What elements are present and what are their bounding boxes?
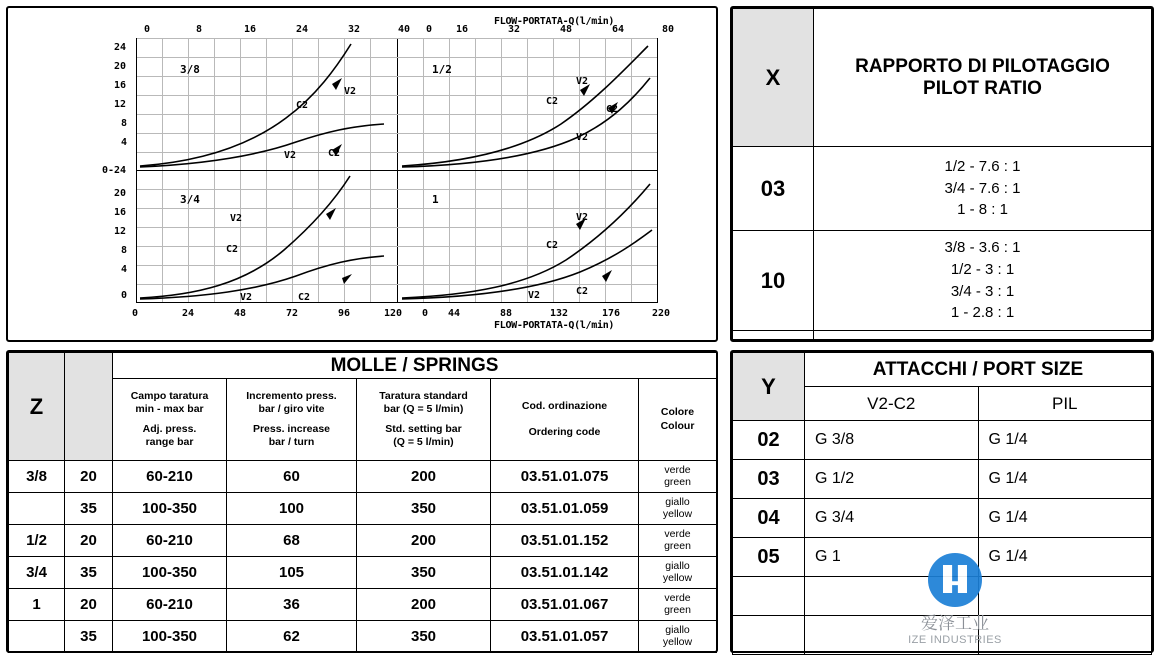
watermark-company-cn: 爱泽工业 xyxy=(921,614,989,634)
springs-col-colour xyxy=(639,379,717,461)
table-row xyxy=(9,461,717,493)
curve-label-c2-b: C2 xyxy=(328,148,341,159)
springs-increase: 105 xyxy=(227,557,357,589)
pilot-value: 1 - 2.8 : 1 xyxy=(950,304,1015,322)
tick-y-u-4: 4 xyxy=(121,137,128,148)
springs-z: 35 xyxy=(65,493,113,525)
table-row xyxy=(9,621,717,653)
pilot-values-10 xyxy=(814,231,1152,331)
col-text: Colore xyxy=(660,406,695,419)
springs-colour xyxy=(639,525,717,557)
chart-quadrant-label-3-4: 3/4 xyxy=(180,193,200,206)
pilot-code-10: 10 xyxy=(733,231,814,331)
springs-code: 03.51.01.152 xyxy=(491,525,639,557)
chart-quadrant-label-3-8: 3/8 xyxy=(180,63,200,76)
ports-v2c2: G 1/2 xyxy=(805,460,979,499)
ports-subheader-pil: PIL xyxy=(978,387,1152,421)
springs-col-increase xyxy=(227,379,357,461)
col-text: Adj. press. xyxy=(142,422,197,435)
pilot-value: 1/2 - 7.6 : 1 xyxy=(944,157,1021,175)
tick-top-r-3: 48 xyxy=(560,24,573,35)
col-text: Taratura standard xyxy=(379,390,468,403)
curve-label-c2-f: C2 xyxy=(298,292,311,303)
pilot-x-header: X xyxy=(733,9,814,147)
curve-label-v2-e: V2 xyxy=(230,213,243,224)
colour-it: verde xyxy=(664,527,691,540)
ports-y-header: Y xyxy=(733,353,805,421)
springs-colour xyxy=(639,589,717,621)
curve-label-c2-h: C2 xyxy=(576,286,589,297)
springs-standard: 350 xyxy=(357,493,491,525)
pilot-code-empty xyxy=(733,331,814,340)
springs-code: 03.51.01.059 xyxy=(491,493,639,525)
tick-top-l-4: 32 xyxy=(348,24,361,35)
springs-z: 35 xyxy=(65,557,113,589)
springs-z-header: Z xyxy=(9,353,65,461)
pilot-value: 3/8 - 3.6 : 1 xyxy=(944,239,1021,257)
col-text: Campo taratura xyxy=(130,390,209,403)
table-row xyxy=(733,577,1152,616)
curve-label-c2-d: C2 xyxy=(606,104,619,115)
springs-standard: 200 xyxy=(357,525,491,557)
curve-label-v2-c: V2 xyxy=(576,76,589,87)
tick-top-r-1: 16 xyxy=(456,24,469,35)
tick-top-r-4: 64 xyxy=(612,24,625,35)
springs-range: 100-350 xyxy=(113,621,227,653)
curve-label-v2: V2 xyxy=(344,86,357,97)
ports-v2c2 xyxy=(805,577,979,616)
springs-increase: 100 xyxy=(227,493,357,525)
tick-y-l-0: 0 xyxy=(121,290,128,301)
tick-bot-l-2: 48 xyxy=(234,308,247,319)
springs-increase: 68 xyxy=(227,525,357,557)
springs-col-standard xyxy=(357,379,491,461)
tick-bot-r-4: 176 xyxy=(602,308,621,319)
pilot-values-empty xyxy=(814,331,1152,340)
springs-z: 20 xyxy=(65,525,113,557)
colour-en: yellow xyxy=(662,507,693,520)
colour-it: verde xyxy=(664,463,691,476)
table-row xyxy=(733,616,1152,655)
pilot-values-03 xyxy=(814,147,1152,231)
tick-y-u-16: 16 xyxy=(114,80,127,91)
ports-v2c2: G 1 xyxy=(805,538,979,577)
springs-col-code xyxy=(491,379,639,461)
table-row xyxy=(733,460,1152,499)
col-text: min - max bar xyxy=(135,403,204,416)
chart-inner xyxy=(8,8,716,340)
ports-v2c2: G 3/4 xyxy=(805,499,979,538)
springs-size: 1 xyxy=(9,589,65,621)
springs-z-subheader xyxy=(65,353,113,461)
tick-bot-l-0: 0 xyxy=(132,308,139,319)
curve-label-v2-h: V2 xyxy=(528,290,541,301)
pilot-title xyxy=(814,9,1152,147)
tick-bot-l-3: 72 xyxy=(286,308,299,319)
colour-en: yellow xyxy=(662,635,693,648)
curve-label-c2-e: C2 xyxy=(226,244,239,255)
springs-increase: 36 xyxy=(227,589,357,621)
tick-top-r-2: 32 xyxy=(508,24,521,35)
tick-y-u-12: 12 xyxy=(114,99,127,110)
ports-code: 05 xyxy=(733,538,805,577)
ports-pil: G 1/4 xyxy=(978,499,1152,538)
springs-colour xyxy=(639,557,717,589)
col-text: range bar xyxy=(145,435,194,448)
curve-label-c2: C2 xyxy=(296,100,309,111)
chart-x-axis-title-top: FLOW-PORTATA-Q(l/min) xyxy=(494,16,615,27)
colour-en: yellow xyxy=(662,571,693,584)
tick-y-u-8: 8 xyxy=(121,118,128,129)
colour-it: verde xyxy=(664,591,691,604)
springs-size xyxy=(9,621,65,653)
ports-code xyxy=(733,577,805,616)
springs-col-range xyxy=(113,379,227,461)
springs-table xyxy=(8,352,717,653)
tick-top-l-0: 0 xyxy=(144,24,151,35)
springs-code: 03.51.01.142 xyxy=(491,557,639,589)
pilot-value: 3/4 - 7.6 : 1 xyxy=(944,179,1021,197)
colour-it: giallo xyxy=(665,495,690,508)
tick-bot-r-3: 132 xyxy=(550,308,569,319)
table-row xyxy=(733,353,1152,387)
springs-size: 3/8 xyxy=(9,461,65,493)
col-text: bar / giro vite xyxy=(258,403,325,416)
springs-code: 03.51.01.075 xyxy=(491,461,639,493)
springs-range: 60-210 xyxy=(113,525,227,557)
springs-code: 03.51.01.057 xyxy=(491,621,639,653)
chart-quadrant-label-1: 1 xyxy=(432,193,439,206)
tick-bot-r-0: 0 xyxy=(422,308,429,319)
springs-range: 60-210 xyxy=(113,589,227,621)
table-row xyxy=(9,589,717,621)
springs-size: 1/2 xyxy=(9,525,65,557)
tick-y-u-24: 24 xyxy=(114,42,127,53)
chart-quadrant-label-1-2: 1/2 xyxy=(432,63,452,76)
tick-bot-r-1: 44 xyxy=(448,308,461,319)
pilot-value: 1 - 8 : 1 xyxy=(957,201,1008,219)
springs-range: 100-350 xyxy=(113,557,227,589)
col-text: Press. increase xyxy=(252,422,331,435)
tick-top-l-1: 8 xyxy=(196,24,203,35)
col-text: Colour xyxy=(660,419,695,432)
tick-y-l-8: 8 xyxy=(121,245,128,256)
curve-label-c2-c: C2 xyxy=(546,96,559,107)
springs-increase: 62 xyxy=(227,621,357,653)
tick-bot-l-4: 96 xyxy=(338,308,351,319)
springs-range: 60-210 xyxy=(113,461,227,493)
col-text: Std. setting bar xyxy=(385,422,462,435)
table-row xyxy=(9,379,717,461)
col-text: Incremento press. xyxy=(246,390,337,403)
table-row xyxy=(733,499,1152,538)
table-row xyxy=(9,353,717,379)
springs-standard: 350 xyxy=(357,621,491,653)
port-size-panel xyxy=(730,350,1154,653)
ports-title: ATTACCHI / PORT SIZE xyxy=(805,353,1152,387)
springs-z: 20 xyxy=(65,461,113,493)
table-row xyxy=(733,147,1152,231)
ports-subheader-v2c2: V2-C2 xyxy=(805,387,979,421)
springs-z: 35 xyxy=(65,621,113,653)
curve-label-c2-g: C2 xyxy=(546,240,559,251)
springs-standard: 200 xyxy=(357,589,491,621)
tick-top-l-2: 16 xyxy=(244,24,257,35)
springs-range: 100-350 xyxy=(113,493,227,525)
tick-top-l-5: 40 xyxy=(398,24,411,35)
ports-code: 04 xyxy=(733,499,805,538)
pilot-ratio-table xyxy=(732,8,1152,340)
col-text: bar / turn xyxy=(268,435,315,448)
table-row xyxy=(733,421,1152,460)
tick-top-r-0: 0 xyxy=(426,24,433,35)
col-text: Cod. ordinazione xyxy=(521,400,608,413)
springs-colour xyxy=(639,621,717,653)
springs-code: 03.51.01.067 xyxy=(491,589,639,621)
performance-chart-panel xyxy=(6,6,718,342)
springs-size: 3/4 xyxy=(9,557,65,589)
springs-colour xyxy=(639,461,717,493)
curve-label-v2-g: V2 xyxy=(576,212,589,223)
tick-y-l-16: 16 xyxy=(114,207,127,218)
springs-colour xyxy=(639,493,717,525)
curve-label-v2-f: V2 xyxy=(240,292,253,303)
colour-en: green xyxy=(664,475,691,488)
chart-x-axis-title-bottom: FLOW-PORTATA-Q(l/min) xyxy=(494,320,615,331)
tick-bot-r-5: 220 xyxy=(652,308,671,319)
curve-label-v2-d: V2 xyxy=(576,132,589,143)
port-size-table xyxy=(732,352,1152,655)
ports-pil xyxy=(978,577,1152,616)
tick-y-u-20: 20 xyxy=(114,61,127,72)
springs-panel xyxy=(6,350,718,653)
col-text: Ordering code xyxy=(528,425,601,438)
springs-standard: 350 xyxy=(357,557,491,589)
colour-it: giallo xyxy=(665,623,690,636)
table-row xyxy=(9,525,717,557)
ports-v2c2: G 3/8 xyxy=(805,421,979,460)
ports-code: 03 xyxy=(733,460,805,499)
ports-pil: G 1/4 xyxy=(978,460,1152,499)
ports-code xyxy=(733,616,805,655)
table-row xyxy=(733,538,1152,577)
springs-size xyxy=(9,493,65,525)
table-row xyxy=(9,493,717,525)
pilot-value: 1/2 - 3 : 1 xyxy=(950,260,1015,278)
springs-z: 20 xyxy=(65,589,113,621)
table-row xyxy=(733,231,1152,331)
tick-bot-r-2: 88 xyxy=(500,308,513,319)
ports-v2c2 xyxy=(805,616,979,655)
tick-y-l-4: 4 xyxy=(121,264,128,275)
colour-en: green xyxy=(664,539,691,552)
pilot-ratio-panel xyxy=(730,6,1154,342)
springs-standard: 200 xyxy=(357,461,491,493)
ports-pil: G 1/4 xyxy=(978,421,1152,460)
springs-increase: 60 xyxy=(227,461,357,493)
curve-label-v2-b: V2 xyxy=(284,150,297,161)
col-text: bar (Q = 5 l/min) xyxy=(383,403,464,416)
tick-bot-l-1: 24 xyxy=(182,308,195,319)
pilot-code-03: 03 xyxy=(733,147,814,231)
col-text: (Q = 5 l/min) xyxy=(393,435,454,448)
colour-it: giallo xyxy=(665,559,690,572)
pilot-title-en: PILOT RATIO xyxy=(923,77,1042,99)
watermark-company-en: IZE INDUSTRIES xyxy=(908,634,1002,646)
ports-pil xyxy=(978,616,1152,655)
tick-bot-l-5: 120 xyxy=(384,308,403,319)
springs-title: MOLLE / SPRINGS xyxy=(113,353,717,379)
tick-y-l-20: 20 xyxy=(114,188,127,199)
table-row xyxy=(9,557,717,589)
colour-en: green xyxy=(664,603,691,616)
tick-y-middle: 0-24 xyxy=(102,165,127,176)
tick-y-l-12: 12 xyxy=(114,226,127,237)
table-row xyxy=(733,331,1152,340)
ports-code: 02 xyxy=(733,421,805,460)
pilot-value: 3/4 - 3 : 1 xyxy=(950,282,1015,300)
tick-top-l-3: 24 xyxy=(296,24,309,35)
table-row xyxy=(733,9,1152,147)
tick-top-r-5: 80 xyxy=(662,24,675,35)
pilot-title-it: RAPPORTO DI PILOTAGGIO xyxy=(855,55,1110,77)
ports-pil: G 1/4 xyxy=(978,538,1152,577)
